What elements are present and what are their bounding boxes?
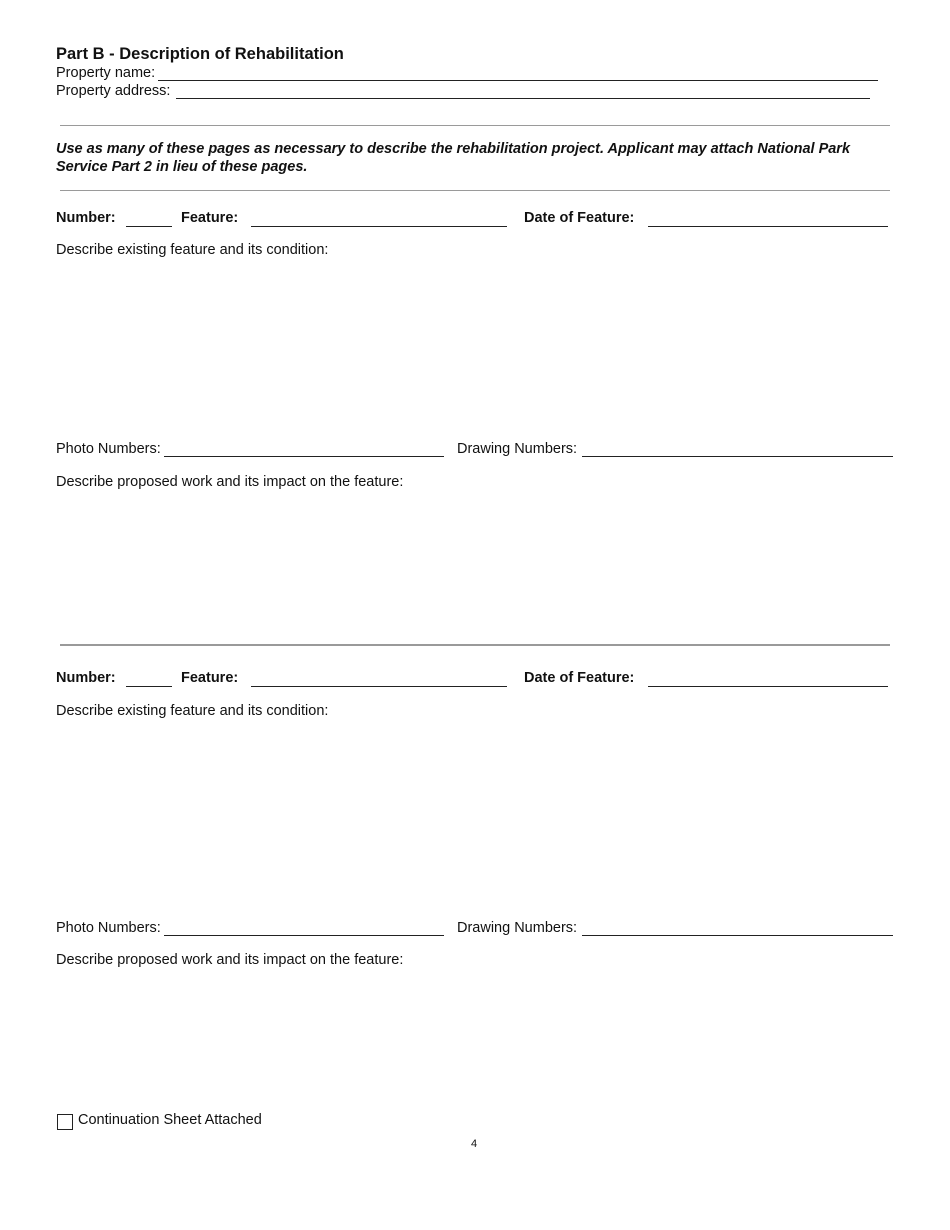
property-name-label: Property name: — [56, 65, 156, 81]
existing-feature-label: Describe existing feature and its condition: — [56, 703, 329, 719]
number-label: Number: — [56, 210, 116, 226]
existing-feature-textarea[interactable] — [56, 723, 890, 913]
instructions-line-1: Use as many of these pages as necessary to describe the rehabilitation project. Applicant may attach National Park — [56, 141, 851, 157]
feature-label: Feature: — [181, 210, 239, 226]
number-label: Number: — [56, 670, 116, 686]
date-of-feature-field[interactable] — [648, 226, 888, 227]
continuation-sheet-checkbox[interactable] — [57, 1114, 73, 1130]
drawing-numbers-field[interactable] — [582, 456, 893, 457]
proposed-work-label: Describe proposed work and its impact on the feature: — [56, 474, 404, 490]
date-of-feature-label: Date of Feature: — [524, 670, 635, 686]
divider — [60, 125, 890, 126]
date-of-feature-field[interactable] — [648, 686, 888, 687]
property-address-field[interactable] — [176, 98, 870, 99]
feature-field[interactable] — [251, 686, 507, 687]
continuation-sheet-label: Continuation Sheet Attached — [78, 1112, 262, 1128]
property-name-field[interactable] — [158, 80, 878, 81]
property-address-label: Property address: — [56, 83, 171, 99]
proposed-work-label: Describe proposed work and its impact on the feature: — [56, 952, 404, 968]
instructions-line-2: Service Part 2 in lieu of these pages. — [56, 159, 308, 175]
drawing-numbers-label: Drawing Numbers: — [457, 441, 578, 457]
feature-field[interactable] — [251, 226, 507, 227]
existing-feature-textarea[interactable] — [56, 262, 890, 432]
drawing-numbers-label: Drawing Numbers: — [457, 920, 578, 936]
divider — [60, 644, 890, 646]
photo-numbers-label: Photo Numbers: — [56, 920, 161, 936]
photo-numbers-field[interactable] — [164, 935, 444, 936]
proposed-work-textarea[interactable] — [56, 494, 890, 634]
photo-numbers-field[interactable] — [164, 456, 444, 457]
page-number: 4 — [471, 1138, 478, 1150]
page-title: Part B - Description of Rehabilitation — [56, 45, 344, 63]
drawing-numbers-field[interactable] — [582, 935, 893, 936]
existing-feature-label: Describe existing feature and its condition: — [56, 242, 329, 258]
number-field[interactable] — [126, 226, 172, 227]
divider — [60, 190, 890, 191]
date-of-feature-label: Date of Feature: — [524, 210, 635, 226]
number-field[interactable] — [126, 686, 172, 687]
photo-numbers-label: Photo Numbers: — [56, 441, 161, 457]
proposed-work-textarea[interactable] — [56, 972, 890, 1102]
feature-label: Feature: — [181, 670, 239, 686]
